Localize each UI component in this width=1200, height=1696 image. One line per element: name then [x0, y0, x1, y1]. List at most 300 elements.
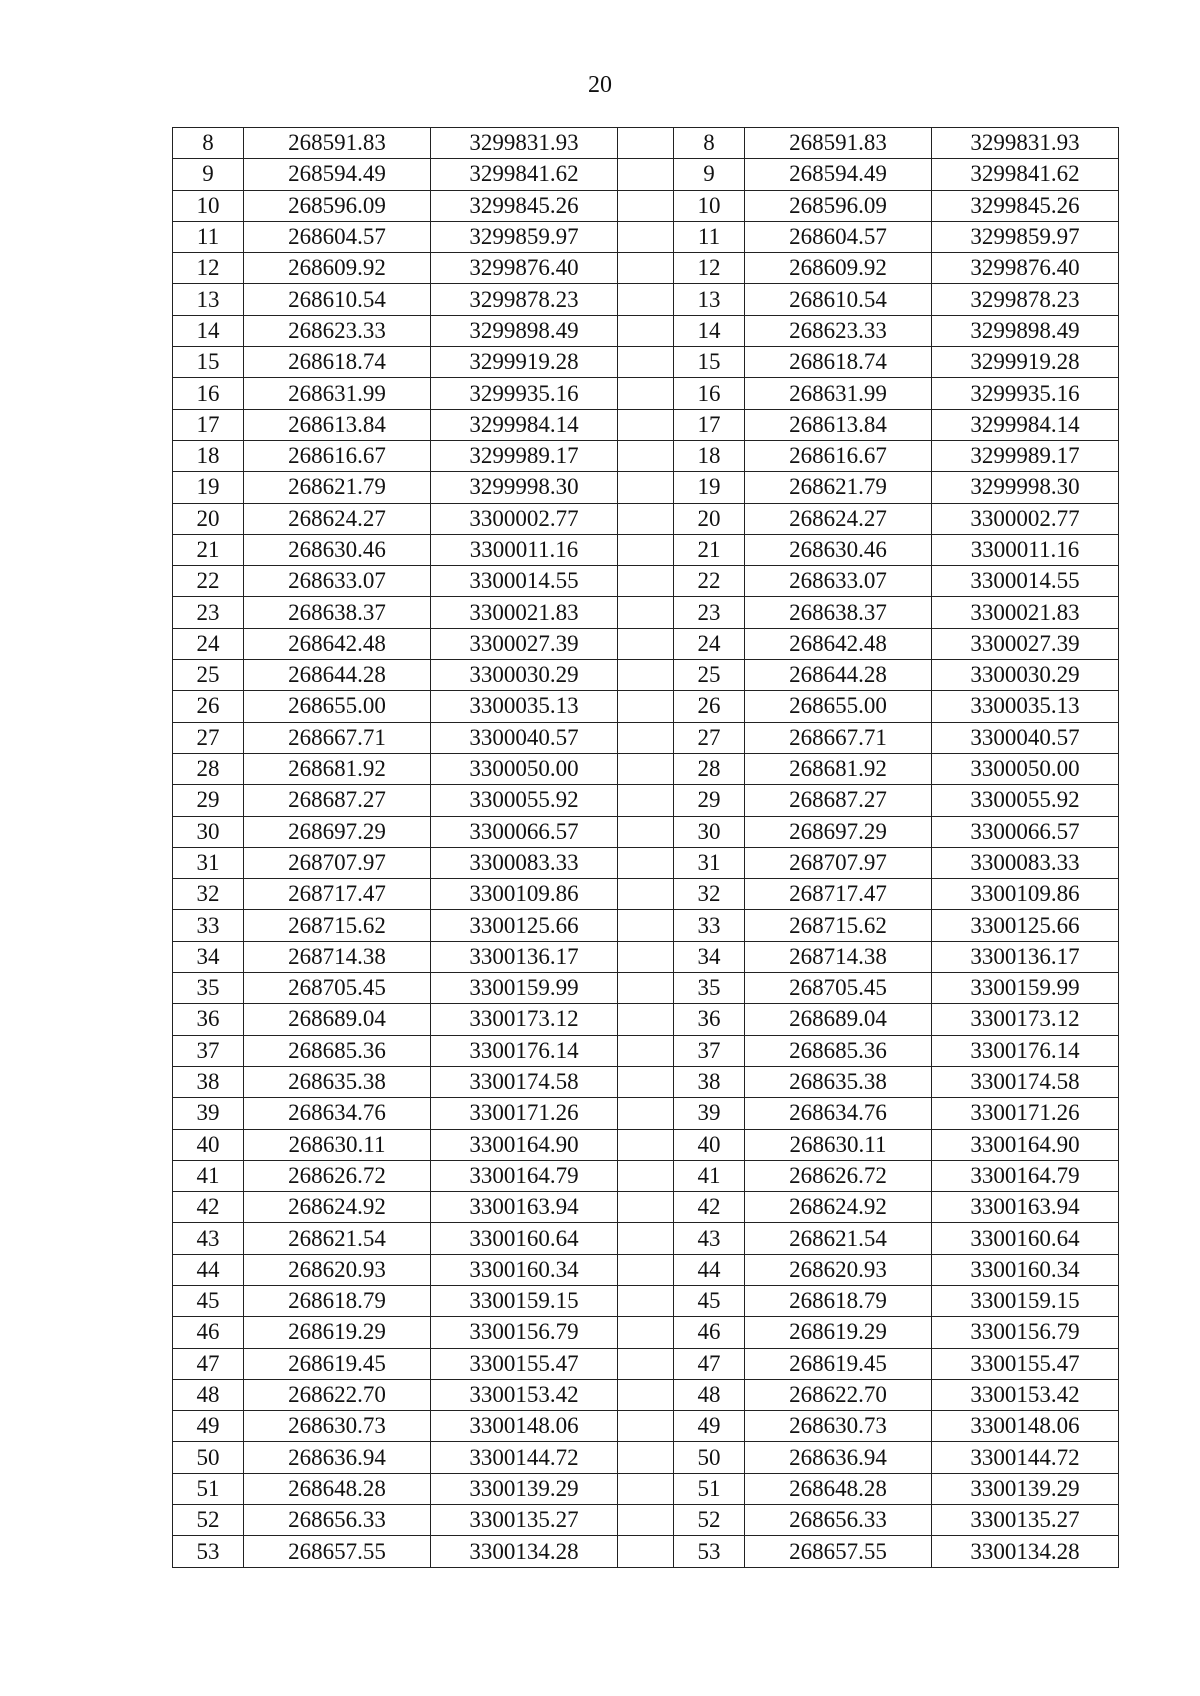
y-coordinate-cell: 3299841.62: [431, 159, 618, 190]
y-coordinate-cell: 3299831.93: [431, 128, 618, 159]
point-number-cell-right: 40: [674, 1129, 745, 1160]
y-coordinate-cell-right: 3299841.62: [932, 159, 1119, 190]
table-row: [173, 253, 1119, 284]
y-coordinate-cell: 3300125.66: [431, 910, 618, 941]
x-coordinate-cell-right: 268594.49: [745, 159, 932, 190]
point-number-cell: 18: [173, 440, 244, 471]
separator-cell: [618, 1192, 674, 1223]
point-number-cell-right: 20: [674, 503, 745, 534]
separator-cell: [618, 284, 674, 315]
table-row: [173, 1160, 1119, 1191]
x-coordinate-cell: 268604.57: [244, 221, 431, 252]
table-row: [173, 378, 1119, 409]
x-coordinate-cell: 268656.33: [244, 1505, 431, 1536]
x-coordinate-cell-right: 268610.54: [745, 284, 932, 315]
y-coordinate-cell: 3300176.14: [431, 1035, 618, 1066]
x-coordinate-cell-right: 268621.54: [745, 1223, 932, 1254]
x-coordinate-cell: 268689.04: [244, 1004, 431, 1035]
x-coordinate-cell: 268687.27: [244, 785, 431, 816]
separator-cell: [618, 440, 674, 471]
x-coordinate-cell-right: 268630.11: [745, 1129, 932, 1160]
table-row: [173, 1004, 1119, 1035]
separator-cell: [618, 722, 674, 753]
point-number-cell-right: 16: [674, 378, 745, 409]
x-coordinate-cell-right: 268667.71: [745, 722, 932, 753]
point-number-cell-right: 52: [674, 1505, 745, 1536]
x-coordinate-cell: 268618.74: [244, 347, 431, 378]
coordinates-table: [172, 127, 1119, 1568]
separator-cell: [618, 597, 674, 628]
point-number-cell: 13: [173, 284, 244, 315]
x-coordinate-cell: 268623.33: [244, 315, 431, 346]
x-coordinate-cell: 268707.97: [244, 847, 431, 878]
point-number-cell-right: 53: [674, 1536, 745, 1567]
x-coordinate-cell-right: 268633.07: [745, 566, 932, 597]
point-number-cell-right: 45: [674, 1285, 745, 1316]
x-coordinate-cell-right: 268642.48: [745, 628, 932, 659]
point-number-cell-right: 8: [674, 128, 745, 159]
x-coordinate-cell: 268622.70: [244, 1379, 431, 1410]
y-coordinate-cell-right: 3300164.79: [932, 1160, 1119, 1191]
x-coordinate-cell: 268621.54: [244, 1223, 431, 1254]
x-coordinate-cell: 268648.28: [244, 1473, 431, 1504]
point-number-cell: 35: [173, 973, 244, 1004]
y-coordinate-cell-right: 3299919.28: [932, 347, 1119, 378]
point-number-cell: 49: [173, 1411, 244, 1442]
y-coordinate-cell-right: 3300083.33: [932, 847, 1119, 878]
table-row: [173, 816, 1119, 847]
separator-cell: [618, 409, 674, 440]
y-coordinate-cell: 3300155.47: [431, 1348, 618, 1379]
y-coordinate-cell: 3300050.00: [431, 753, 618, 784]
point-number-cell-right: 48: [674, 1379, 745, 1410]
y-coordinate-cell-right: 3300050.00: [932, 753, 1119, 784]
table-row: [173, 1035, 1119, 1066]
point-number-cell-right: 12: [674, 253, 745, 284]
x-coordinate-cell: 268685.36: [244, 1035, 431, 1066]
x-coordinate-cell-right: 268685.36: [745, 1035, 932, 1066]
separator-cell: [618, 347, 674, 378]
y-coordinate-cell: 3299878.23: [431, 284, 618, 315]
y-coordinate-cell-right: 3299984.14: [932, 409, 1119, 440]
point-number-cell: 22: [173, 566, 244, 597]
x-coordinate-cell: 268591.83: [244, 128, 431, 159]
y-coordinate-cell: 3300109.86: [431, 879, 618, 910]
table-row: [173, 1285, 1119, 1316]
x-coordinate-cell: 268619.45: [244, 1348, 431, 1379]
x-coordinate-cell-right: 268626.72: [745, 1160, 932, 1191]
y-coordinate-cell-right: 3299898.49: [932, 315, 1119, 346]
point-number-cell: 11: [173, 221, 244, 252]
y-coordinate-cell: 3299898.49: [431, 315, 618, 346]
separator-cell: [618, 221, 674, 252]
separator-cell: [618, 1379, 674, 1410]
x-coordinate-cell: 268596.09: [244, 190, 431, 221]
point-number-cell: 27: [173, 722, 244, 753]
y-coordinate-cell-right: 3300139.29: [932, 1473, 1119, 1504]
x-coordinate-cell: 268715.62: [244, 910, 431, 941]
table-row: [173, 315, 1119, 346]
x-coordinate-cell-right: 268624.27: [745, 503, 932, 534]
y-coordinate-cell: 3300148.06: [431, 1411, 618, 1442]
table-row: [173, 221, 1119, 252]
x-coordinate-cell-right: 268634.76: [745, 1098, 932, 1129]
point-number-cell-right: 35: [674, 973, 745, 1004]
x-coordinate-cell: 268644.28: [244, 660, 431, 691]
x-coordinate-cell-right: 268635.38: [745, 1066, 932, 1097]
point-number-cell: 29: [173, 785, 244, 816]
separator-cell: [618, 1004, 674, 1035]
x-coordinate-cell: 268697.29: [244, 816, 431, 847]
point-number-cell: 36: [173, 1004, 244, 1035]
y-coordinate-cell: 3300083.33: [431, 847, 618, 878]
separator-cell: [618, 1348, 674, 1379]
point-number-cell: 41: [173, 1160, 244, 1191]
point-number-cell-right: 43: [674, 1223, 745, 1254]
y-coordinate-cell: 3300171.26: [431, 1098, 618, 1129]
table-row: [173, 879, 1119, 910]
point-number-cell: 42: [173, 1192, 244, 1223]
separator-cell: [618, 1473, 674, 1504]
y-coordinate-cell: 3299998.30: [431, 472, 618, 503]
x-coordinate-cell-right: 268648.28: [745, 1473, 932, 1504]
x-coordinate-cell-right: 268621.79: [745, 472, 932, 503]
y-coordinate-cell-right: 3300134.28: [932, 1536, 1119, 1567]
y-coordinate-cell: 3299935.16: [431, 378, 618, 409]
y-coordinate-cell: 3300139.29: [431, 1473, 618, 1504]
x-coordinate-cell: 268613.84: [244, 409, 431, 440]
y-coordinate-cell-right: 3300125.66: [932, 910, 1119, 941]
table-row: [173, 1473, 1119, 1504]
y-coordinate-cell: 3300173.12: [431, 1004, 618, 1035]
table-row: [173, 566, 1119, 597]
point-number-cell-right: 27: [674, 722, 745, 753]
point-number-cell: 45: [173, 1285, 244, 1316]
x-coordinate-cell-right: 268656.33: [745, 1505, 932, 1536]
table-row: [173, 1129, 1119, 1160]
table-row: [173, 440, 1119, 471]
y-coordinate-cell: 3300153.42: [431, 1379, 618, 1410]
point-number-cell-right: 19: [674, 472, 745, 503]
point-number-cell: 10: [173, 190, 244, 221]
y-coordinate-cell: 3300014.55: [431, 566, 618, 597]
point-number-cell: 23: [173, 597, 244, 628]
separator-cell: [618, 660, 674, 691]
x-coordinate-cell-right: 268623.33: [745, 315, 932, 346]
point-number-cell: 48: [173, 1379, 244, 1410]
separator-cell: [618, 1066, 674, 1097]
x-coordinate-cell-right: 268622.70: [745, 1379, 932, 1410]
point-number-cell: 52: [173, 1505, 244, 1536]
table-row: [173, 128, 1119, 159]
x-coordinate-cell: 268634.76: [244, 1098, 431, 1129]
x-coordinate-cell-right: 268620.93: [745, 1254, 932, 1285]
point-number-cell-right: 24: [674, 628, 745, 659]
y-coordinate-cell-right: 3300144.72: [932, 1442, 1119, 1473]
y-coordinate-cell-right: 3300156.79: [932, 1317, 1119, 1348]
separator-cell: [618, 1035, 674, 1066]
point-number-cell: 15: [173, 347, 244, 378]
table-row: [173, 347, 1119, 378]
x-coordinate-cell: 268635.38: [244, 1066, 431, 1097]
y-coordinate-cell: 3300027.39: [431, 628, 618, 659]
y-coordinate-cell: 3300164.79: [431, 1160, 618, 1191]
table-row: [173, 1379, 1119, 1410]
y-coordinate-cell-right: 3300153.42: [932, 1379, 1119, 1410]
table-row: [173, 722, 1119, 753]
separator-cell: [618, 1098, 674, 1129]
table-row: [173, 847, 1119, 878]
y-coordinate-cell-right: 3300164.90: [932, 1129, 1119, 1160]
y-coordinate-cell-right: 3300173.12: [932, 1004, 1119, 1035]
separator-cell: [618, 910, 674, 941]
y-coordinate-cell-right: 3299998.30: [932, 472, 1119, 503]
table-row: [173, 785, 1119, 816]
point-number-cell: 50: [173, 1442, 244, 1473]
y-coordinate-cell-right: 3300148.06: [932, 1411, 1119, 1442]
y-coordinate-cell: 3300164.90: [431, 1129, 618, 1160]
table-row: [173, 534, 1119, 565]
point-number-cell: 17: [173, 409, 244, 440]
point-number-cell-right: 37: [674, 1035, 745, 1066]
point-number-cell-right: 15: [674, 347, 745, 378]
y-coordinate-cell-right: 3300014.55: [932, 566, 1119, 597]
point-number-cell: 47: [173, 1348, 244, 1379]
x-coordinate-cell-right: 268681.92: [745, 753, 932, 784]
x-coordinate-cell-right: 268591.83: [745, 128, 932, 159]
point-number-cell: 21: [173, 534, 244, 565]
y-coordinate-cell-right: 3299831.93: [932, 128, 1119, 159]
x-coordinate-cell: 268657.55: [244, 1536, 431, 1567]
y-coordinate-cell: 3300136.17: [431, 941, 618, 972]
point-number-cell-right: 32: [674, 879, 745, 910]
separator-cell: [618, 785, 674, 816]
x-coordinate-cell-right: 268707.97: [745, 847, 932, 878]
separator-cell: [618, 1254, 674, 1285]
point-number-cell-right: 36: [674, 1004, 745, 1035]
separator-cell: [618, 1129, 674, 1160]
y-coordinate-cell: 3300055.92: [431, 785, 618, 816]
point-number-cell: 30: [173, 816, 244, 847]
x-coordinate-cell: 268594.49: [244, 159, 431, 190]
y-coordinate-cell: 3299845.26: [431, 190, 618, 221]
x-coordinate-cell-right: 268619.29: [745, 1317, 932, 1348]
table-row: [173, 1098, 1119, 1129]
separator-cell: [618, 378, 674, 409]
y-coordinate-cell-right: 3300066.57: [932, 816, 1119, 847]
point-number-cell: 46: [173, 1317, 244, 1348]
x-coordinate-cell: 268630.46: [244, 534, 431, 565]
x-coordinate-cell-right: 268596.09: [745, 190, 932, 221]
y-coordinate-cell: 3300144.72: [431, 1442, 618, 1473]
x-coordinate-cell: 268717.47: [244, 879, 431, 910]
point-number-cell-right: 42: [674, 1192, 745, 1223]
y-coordinate-cell-right: 3299935.16: [932, 378, 1119, 409]
y-coordinate-cell-right: 3300155.47: [932, 1348, 1119, 1379]
point-number-cell: 28: [173, 753, 244, 784]
x-coordinate-cell-right: 268624.92: [745, 1192, 932, 1223]
point-number-cell: 32: [173, 879, 244, 910]
point-number-cell: 9: [173, 159, 244, 190]
point-number-cell-right: 9: [674, 159, 745, 190]
y-coordinate-cell-right: 3300055.92: [932, 785, 1119, 816]
y-coordinate-cell: 3299876.40: [431, 253, 618, 284]
point-number-cell: 24: [173, 628, 244, 659]
separator-cell: [618, 1223, 674, 1254]
y-coordinate-cell-right: 3300011.16: [932, 534, 1119, 565]
separator-cell: [618, 128, 674, 159]
point-number-cell-right: 30: [674, 816, 745, 847]
y-coordinate-cell: 3300035.13: [431, 691, 618, 722]
y-coordinate-cell-right: 3299876.40: [932, 253, 1119, 284]
y-coordinate-cell-right: 3300135.27: [932, 1505, 1119, 1536]
separator-cell: [618, 503, 674, 534]
point-number-cell-right: 25: [674, 660, 745, 691]
point-number-cell-right: 21: [674, 534, 745, 565]
point-number-cell-right: 50: [674, 1442, 745, 1473]
y-coordinate-cell-right: 3300021.83: [932, 597, 1119, 628]
coordinates-table-body: [173, 128, 1119, 1568]
y-coordinate-cell-right: 3300040.57: [932, 722, 1119, 753]
point-number-cell-right: 46: [674, 1317, 745, 1348]
x-coordinate-cell-right: 268715.62: [745, 910, 932, 941]
table-row: [173, 1505, 1119, 1536]
x-coordinate-cell: 268609.92: [244, 253, 431, 284]
y-coordinate-cell: 3299989.17: [431, 440, 618, 471]
separator-cell: [618, 534, 674, 565]
point-number-cell: 25: [173, 660, 244, 691]
point-number-cell-right: 44: [674, 1254, 745, 1285]
y-coordinate-cell: 3299984.14: [431, 409, 618, 440]
point-number-cell-right: 41: [674, 1160, 745, 1191]
table-row: [173, 284, 1119, 315]
x-coordinate-cell: 268655.00: [244, 691, 431, 722]
y-coordinate-cell: 3300040.57: [431, 722, 618, 753]
table-row: [173, 691, 1119, 722]
separator-cell: [618, 847, 674, 878]
y-coordinate-cell: 3300174.58: [431, 1066, 618, 1097]
point-number-cell: 19: [173, 472, 244, 503]
table-row: [173, 597, 1119, 628]
point-number-cell-right: 26: [674, 691, 745, 722]
point-number-cell-right: 17: [674, 409, 745, 440]
table-row: [173, 910, 1119, 941]
y-coordinate-cell-right: 3300159.15: [932, 1285, 1119, 1316]
x-coordinate-cell: 268631.99: [244, 378, 431, 409]
x-coordinate-cell-right: 268638.37: [745, 597, 932, 628]
x-coordinate-cell: 268610.54: [244, 284, 431, 315]
y-coordinate-cell-right: 3300160.34: [932, 1254, 1119, 1285]
x-coordinate-cell: 268618.79: [244, 1285, 431, 1316]
x-coordinate-cell-right: 268657.55: [745, 1536, 932, 1567]
point-number-cell-right: 33: [674, 910, 745, 941]
separator-cell: [618, 1285, 674, 1316]
separator-cell: [618, 628, 674, 659]
point-number-cell: 31: [173, 847, 244, 878]
table-row: [173, 753, 1119, 784]
x-coordinate-cell: 268630.11: [244, 1129, 431, 1160]
table-row: [173, 503, 1119, 534]
x-coordinate-cell: 268714.38: [244, 941, 431, 972]
table-row: [173, 1317, 1119, 1348]
y-coordinate-cell: 3300030.29: [431, 660, 618, 691]
y-coordinate-cell-right: 3299859.97: [932, 221, 1119, 252]
point-number-cell: 40: [173, 1129, 244, 1160]
point-number-cell: 53: [173, 1536, 244, 1567]
y-coordinate-cell-right: 3300159.99: [932, 973, 1119, 1004]
point-number-cell: 43: [173, 1223, 244, 1254]
y-coordinate-cell-right: 3300171.26: [932, 1098, 1119, 1129]
point-number-cell-right: 10: [674, 190, 745, 221]
table-row: [173, 1348, 1119, 1379]
x-coordinate-cell: 268620.93: [244, 1254, 431, 1285]
separator-cell: [618, 753, 674, 784]
table-row: [173, 190, 1119, 221]
point-number-cell: 51: [173, 1473, 244, 1504]
x-coordinate-cell: 268621.79: [244, 472, 431, 503]
y-coordinate-cell-right: 3300109.86: [932, 879, 1119, 910]
table-row: [173, 660, 1119, 691]
point-number-cell-right: 51: [674, 1473, 745, 1504]
x-coordinate-cell: 268642.48: [244, 628, 431, 659]
separator-cell: [618, 879, 674, 910]
x-coordinate-cell: 268624.92: [244, 1192, 431, 1223]
x-coordinate-cell: 268636.94: [244, 1442, 431, 1473]
table-row: [173, 159, 1119, 190]
x-coordinate-cell-right: 268618.74: [745, 347, 932, 378]
x-coordinate-cell-right: 268609.92: [745, 253, 932, 284]
x-coordinate-cell: 268624.27: [244, 503, 431, 534]
x-coordinate-cell-right: 268630.73: [745, 1411, 932, 1442]
x-coordinate-cell-right: 268644.28: [745, 660, 932, 691]
x-coordinate-cell-right: 268604.57: [745, 221, 932, 252]
point-number-cell: 34: [173, 941, 244, 972]
y-coordinate-cell-right: 3300035.13: [932, 691, 1119, 722]
y-coordinate-cell-right: 3300174.58: [932, 1066, 1119, 1097]
separator-cell: [618, 973, 674, 1004]
separator-cell: [618, 691, 674, 722]
table-row: [173, 973, 1119, 1004]
x-coordinate-cell: 268638.37: [244, 597, 431, 628]
x-coordinate-cell-right: 268619.45: [745, 1348, 932, 1379]
y-coordinate-cell: 3300021.83: [431, 597, 618, 628]
y-coordinate-cell: 3300159.99: [431, 973, 618, 1004]
point-number-cell-right: 23: [674, 597, 745, 628]
x-coordinate-cell: 268681.92: [244, 753, 431, 784]
x-coordinate-cell-right: 268655.00: [745, 691, 932, 722]
y-coordinate-cell-right: 3300163.94: [932, 1192, 1119, 1223]
y-coordinate-cell: 3300135.27: [431, 1505, 618, 1536]
point-number-cell: 12: [173, 253, 244, 284]
x-coordinate-cell: 268630.73: [244, 1411, 431, 1442]
point-number-cell-right: 28: [674, 753, 745, 784]
y-coordinate-cell: 3300066.57: [431, 816, 618, 847]
separator-cell: [618, 1505, 674, 1536]
y-coordinate-cell-right: 3300136.17: [932, 941, 1119, 972]
point-number-cell: 38: [173, 1066, 244, 1097]
y-coordinate-cell: 3300160.64: [431, 1223, 618, 1254]
x-coordinate-cell-right: 268636.94: [745, 1442, 932, 1473]
y-coordinate-cell-right: 3300176.14: [932, 1035, 1119, 1066]
separator-cell: [618, 1317, 674, 1348]
point-number-cell-right: 14: [674, 315, 745, 346]
point-number-cell: 8: [173, 128, 244, 159]
point-number-cell: 16: [173, 378, 244, 409]
point-number-cell-right: 38: [674, 1066, 745, 1097]
separator-cell: [618, 159, 674, 190]
x-coordinate-cell-right: 268714.38: [745, 941, 932, 972]
x-coordinate-cell-right: 268618.79: [745, 1285, 932, 1316]
